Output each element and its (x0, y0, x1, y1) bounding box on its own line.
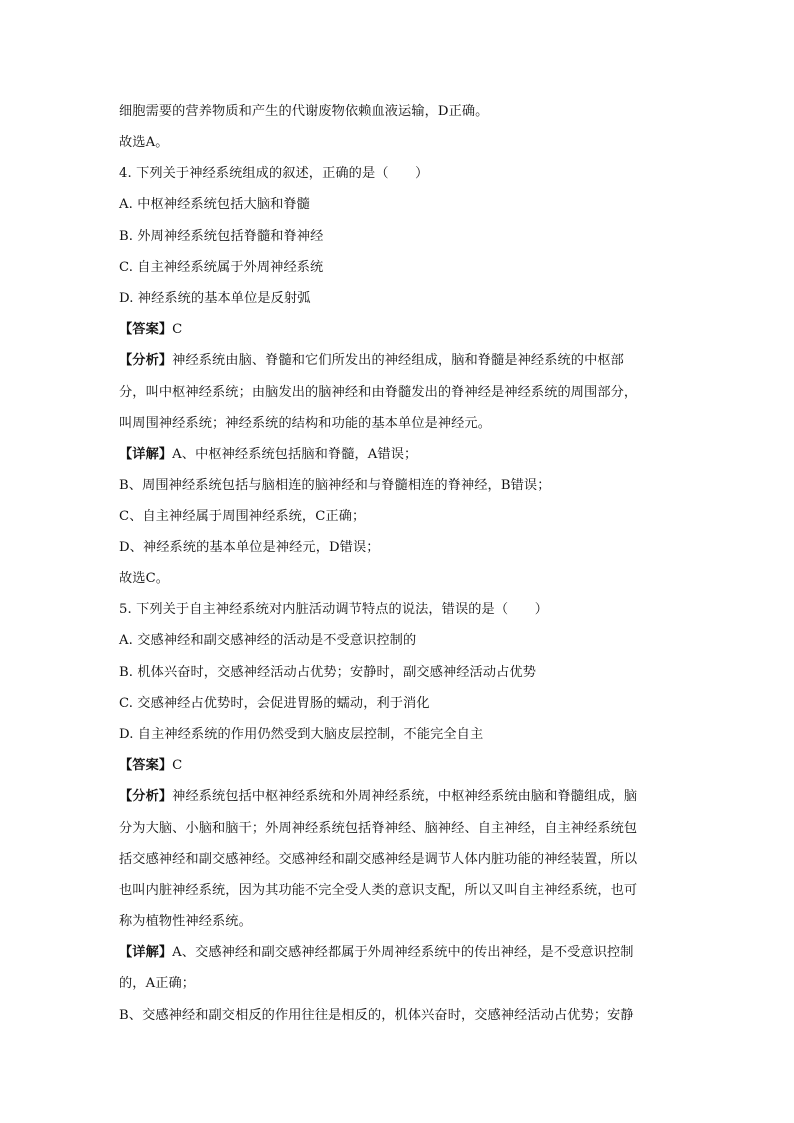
analysis-line (119, 352, 624, 370)
detail-line (119, 446, 417, 464)
question-4-stem: 4. 下列关于神经系统组成的叙述，正确的是（ ） (119, 166, 429, 181)
text-line: 分为大脑、小脑和脑干；外周神经系统包括脊神经、脑神经、自主神经，自主神经系统包 (119, 821, 638, 836)
text-line: 也叫内脏神经系统，因为其功能不完全受人类的意识支配，所以又叫自主神经系统，也可 (119, 883, 638, 898)
detail-tag: 【详解】 (119, 945, 173, 960)
text-line: B、周围神经系统包括与脑相连的脑神经和与脊髓相连的脊神经，B错误； (119, 478, 551, 493)
text-line: 故选C。 (119, 571, 170, 586)
option-c: C. 交感神经占优势时，会促进胃肠的蠕动，利于消化 (119, 696, 430, 711)
text-line: 括交感神经和副交感神经。交感神经和副交感神经是调节人体内脏功能的神经装置，所以 (119, 852, 638, 867)
option-d: D. 自主神经系统的作用仍然受到大脑皮层控制，不能完全自主 (119, 727, 484, 742)
text-line: C、自主神经属于周围神经系统，C正确； (119, 509, 366, 524)
detail-tag: 【详解】 (119, 447, 173, 462)
detail-text: A、中枢神经系统包括脑和脊髓，A错误； (172, 447, 418, 462)
option-b: B. 外周神经系统包括脊髓和脊神经 (119, 229, 324, 244)
text-line: 的，A正确； (119, 976, 196, 991)
option-c: C. 自主神经系统属于外周神经系统 (119, 260, 324, 275)
text-line: 细胞需要的营养物质和产生的代谢废物依赖血液运输，D正确。 (119, 104, 489, 119)
detail-line (119, 944, 634, 962)
answer-value: C (172, 322, 183, 337)
analysis-text: 神经系统包括中枢神经系统和外周神经系统，中枢神经系统由脑和脊髓组成，脑 (172, 789, 638, 804)
detail-text: A、交感神经和副交感神经都属于外周神经系统中的传出神经，是不受意识控制 (172, 945, 634, 960)
answer-value: C (172, 758, 183, 773)
text-line: 叫周围神经系统；神经系统的结构和功能的基本单位是神经元。 (119, 416, 492, 431)
answer-line (119, 321, 182, 339)
analysis-tag: 【分析】 (119, 789, 173, 804)
option-a: A. 中枢神经系统包括大脑和脊髓 (119, 197, 310, 212)
text-line: B、交感神经和副交相反的作用往往是相反的，机体兴奋时，交感神经活动占优势；安静 (119, 1008, 634, 1023)
option-d: D. 神经系统的基本单位是反射弧 (119, 291, 311, 306)
analysis-tag: 【分析】 (119, 353, 173, 368)
question-5-stem: 5. 下列关于自主神经系统对内脏活动调节特点的说法，错误的是（ ） (119, 602, 548, 617)
text-line: 分，叫中枢神经系统；由脑发出的脑神经和由脊髓发出的脊神经是神经系统的周围部分， (119, 385, 638, 400)
text-line: D、神经系统的基本单位是神经元，D错误； (119, 540, 380, 555)
text-line: 称为植物性神经系统。 (119, 914, 252, 929)
option-a: A. 交感神经和副交感神经的活动是不受意识控制的 (119, 633, 417, 648)
answer-tag: 【答案】 (119, 758, 173, 773)
analysis-line (119, 788, 637, 806)
option-b: B. 机体兴奋时，交感神经活动占优势；安静时，副交感神经活动占优势 (119, 665, 536, 680)
analysis-text: 神经系统由脑、脊髓和它们所发出的神经组成，脑和脊髓是神经系统的中枢部 (172, 353, 624, 368)
text-line: 故选A。 (119, 135, 169, 150)
answer-tag: 【答案】 (119, 322, 173, 337)
answer-line (119, 757, 182, 775)
